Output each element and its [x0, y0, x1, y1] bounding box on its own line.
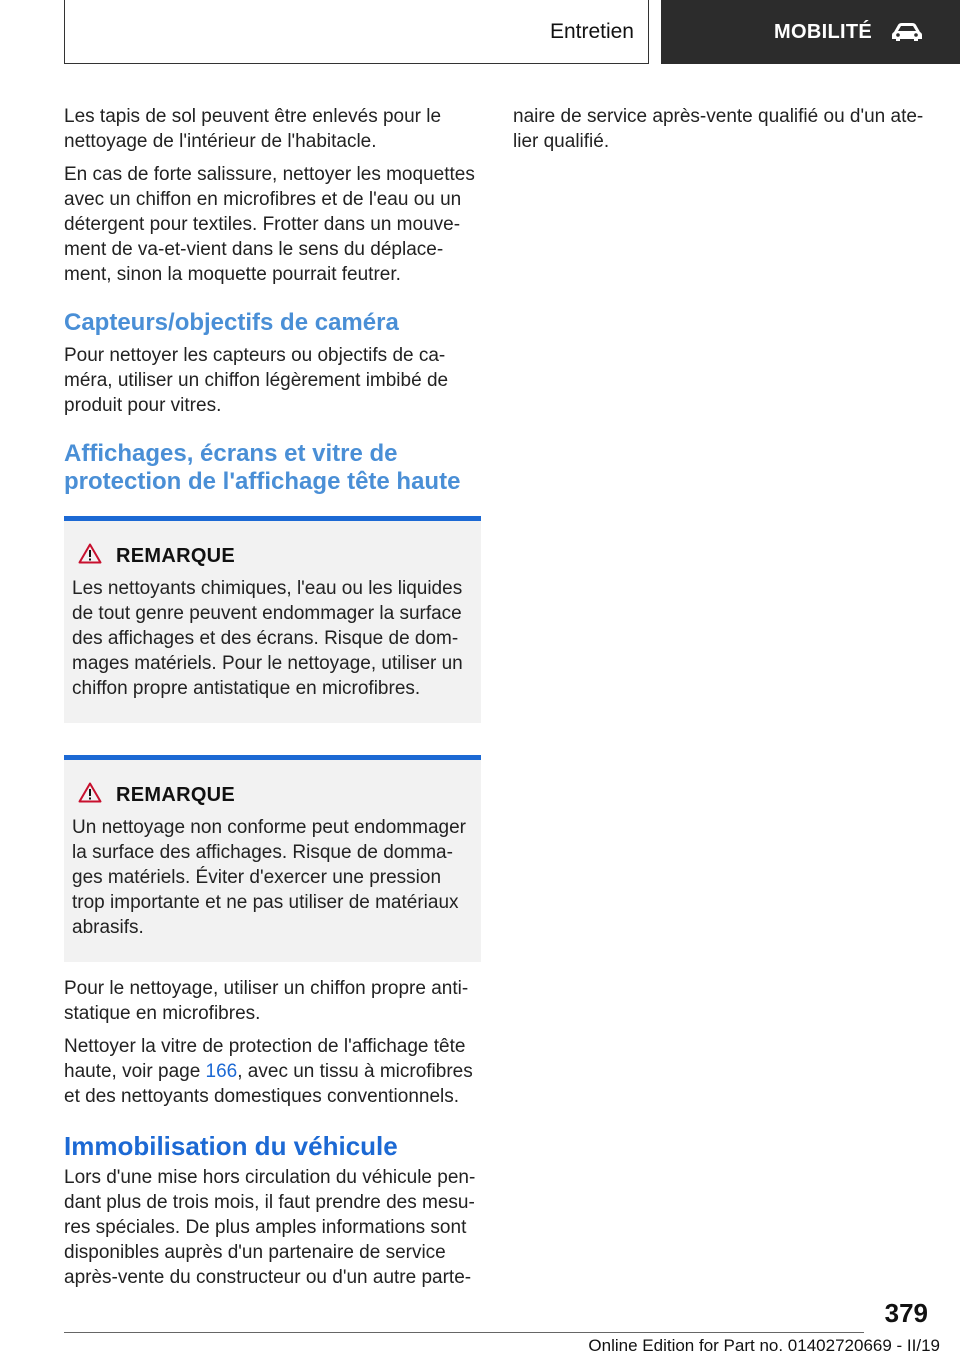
footer-divider: [64, 1332, 864, 1333]
header-chapter-label: MOBILITÉ: [774, 20, 872, 43]
header-section-label: Entretien: [549, 19, 634, 43]
paragraph-continuation: naire de service après-vente qualifié ou d'un ate-lier qualifié.: [513, 106, 924, 152]
footer-edition: Online Edition for Part no. 01402720669 - II/19: [588, 1336, 940, 1355]
paragraph-carpets: En cas de forte salissure, nettoyer les moquettes avec un chiffon en microfibres et de l'eau ou un détergent pour textiles. Frotter dans un mouve-ment de va-et-vient dans le sens du déplace-ment, sinon la moquette pourrait feutrer.: [64, 164, 475, 285]
notice-text-1: Les nettoyants chimiques, l'eau ou les liquides de tout genre peuvent endommager la surface des affichages et des écrans. Risque de dom-mages matériels. Pour le nettoyage, utiliser un chiffon propre antistatique en microfibres.: [72, 578, 463, 699]
paragraph-floor-mats: Les tapis de sol peuvent être enlevés pour le nettoyage de l'intérieur de l'habitacle.: [64, 106, 442, 152]
paragraph-immobilisation: Lors d'une mise hors circulation du véhicule pen-dant plus de trois mois, il faut prendre des mesu-res spéciales. De plus amples informations sont disponibles auprès d'un partenaire de service après-vente du constructeur ou d'un autre parte-: [64, 1167, 476, 1288]
header-section-tab: [64, 0, 649, 64]
heading-immobilisation: Immobilisation du véhicule: [64, 1131, 398, 1161]
paragraph-camera-cleaning: Pour nettoyer les capteurs ou objectifs de ca-méra, utiliser un chiffon légèrement imbibé de produit pour vitres.: [64, 345, 449, 416]
header-chapter-tab: [661, 0, 960, 64]
right-column: [513, 104, 933, 162]
page-number: 379: [884, 1298, 928, 1328]
warning-icon: [78, 543, 116, 570]
paragraph-hud-glass-text: Nettoyer la vitre de protection de l'affichage tête haute, voir page: [64, 1036, 466, 1082]
warning-icon: [78, 782, 116, 809]
paragraph-cloth: Pour le nettoyage, utiliser un chiffon propre anti-statique en microfibres.: [64, 978, 469, 1024]
left-column: [64, 104, 481, 1298]
heading-camera-sensors: Capteurs/objectifs de caméra: [64, 309, 399, 336]
notice-title-2: REMARQUE: [116, 784, 236, 806]
notice-title-1: REMARQUE: [116, 545, 236, 567]
page-reference-link[interactable]: 166: [205, 1061, 238, 1082]
heading-displays: Affichages, écrans et vitre de protection de l'affichage tête haute: [64, 440, 461, 495]
notice-header-2: [78, 782, 473, 809]
notice-header-1: [78, 543, 473, 570]
car-icon: [890, 21, 924, 43]
notice-box-2: [64, 755, 481, 962]
paragraph-hud-glass: [64, 1034, 481, 1109]
notice-box-1: [64, 516, 481, 723]
notice-text-2: Un nettoyage non conforme peut endommager la surface des affichages. Risque de domma-ges matériels. Éviter d'exercer une pression trop importante et ne pas utiliser de matériaux abrasifs.: [72, 817, 466, 938]
paragraph-hud-glass-text-end: , avec un tissu à microfibres et des nettoyants domestiques conventionnels.: [64, 1061, 473, 1107]
